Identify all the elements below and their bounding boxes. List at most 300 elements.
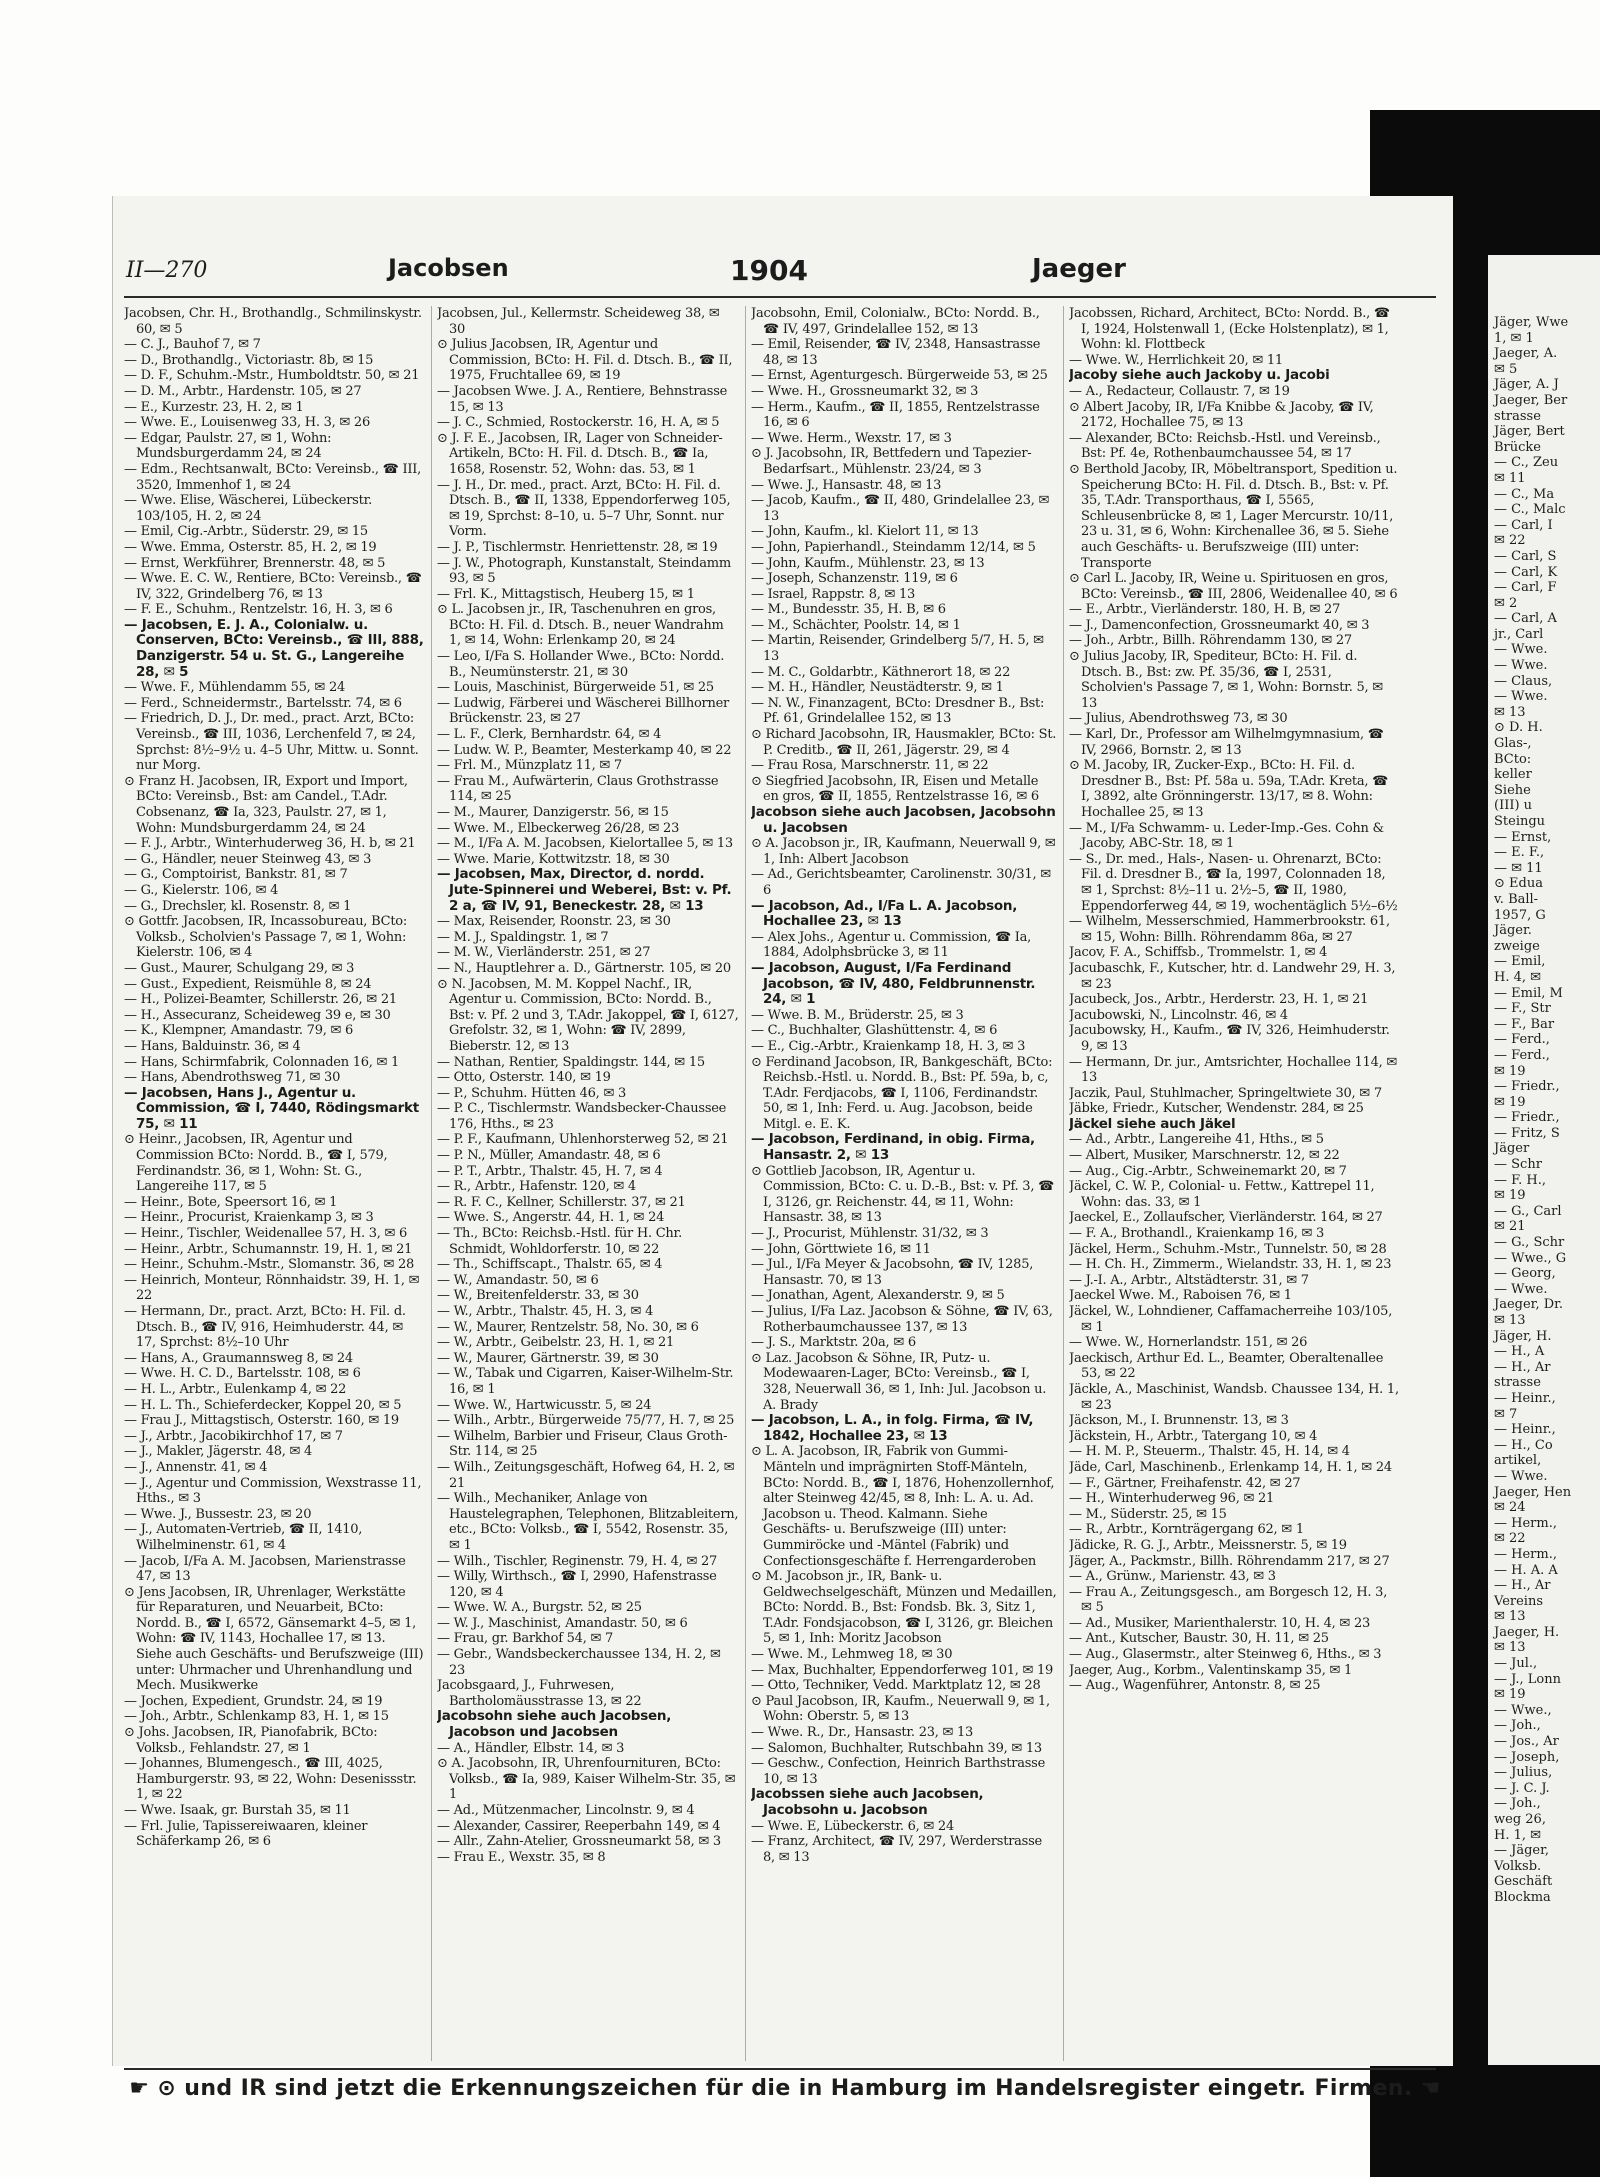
adjacent-page-line: — Friedr., [1494,1079,1560,1095]
adjacent-page-line: — ✉ 11 [1494,860,1543,876]
directory-entry: ⊙ Richard Jacobsohn, IR, Hausmakler, BCto: St. P. Creditb., ☎ II, 261, Jägerstr. 29, ✉ 4 [751,727,1057,758]
directory-entry: — Wwe. Herm., Wexstr. 17, ✉ 3 [751,430,952,446]
adjacent-page-line: — Wwe., [1494,1702,1552,1718]
directory-entry: — Jacob, Kaufm., ☎ II, 480, Grindelallee 23, ✉ 13 [751,493,1050,524]
directory-column-4 [1069,306,1399,2061]
directory-entry: — Martin, Reisender, Grindelberg 5/7, H. 5, ✉ 13 [751,633,1044,665]
adjacent-page-line: Siehe [1494,782,1531,798]
adjacent-page-line: — Carl, I [1494,517,1553,533]
directory-entry: — S., Dr. med., Hals-, Nasen- u. Ohrenarzt, BCto: Fil. d. Dresdner B., ☎ Ia, 1997, Colonnaden 18, ✉ 1, Sprchst: 8½–11 u. 2½–5, ☎ II, 1980, Eppendorferweg 44, ✉ 19, wochentäglich 5½–6½ [1069,851,1398,914]
directory-entry: — H. M. P., Steuerm., Thalstr. 45, H. 14, ✉ 4 [1069,1444,1350,1460]
directory-entry: — Frl. Julie, Tapissereiwaaren, kleiner Schäferkamp 26, ✉ 6 [124,1818,368,1850]
directory-entry: — R. F. C., Kellner, Schillerstr. 37, ✉ 21 [437,1194,686,1210]
directory-entry: — K., Klempner, Amandastr. 79, ✉ 6 [124,1023,354,1039]
directory-entry: — Franz, Architect, ☎ IV, 297, Werderstrasse 8, ✉ 13 [751,1834,1042,1865]
directory-entry: Jäde, Carl, Maschinenb., Erlenkamp 14, H. 1, ✉ 24 [1069,1459,1392,1475]
adjacent-page-line: — Emil, [1494,954,1546,970]
adjacent-page-line: jr., Carl [1494,626,1544,642]
directory-entry: — Alexander, BCto: Reichsb.-Hstl. und Vereinsb., Bst: Pf. 4e, Rothenbaumchaussee 54, ✉ 17 [1069,430,1381,462]
directory-entry: — M. W., Vierländerstr. 251, ✉ 27 [437,945,651,961]
right-running-head: Jaeger [1032,254,1126,284]
directory-entry: — Edgar, Paulstr. 27, ✉ 1, Wohn: Mundsburgerdamm 24, ✉ 24 [124,430,332,462]
adjacent-page-line: — Jos., Ar [1494,1734,1559,1750]
directory-entry: — E., Kurzestr. 23, H. 2, ✉ 1 [124,399,304,415]
adjacent-page-column [1494,315,1600,1906]
directory-entry: — Wwe. F., Mühlendamm 55, ✉ 24 [124,680,345,696]
adjacent-page-line: — Julius, [1494,1765,1553,1781]
directory-entry: — N. W., Finanzagent, BCto: Dresdner B., Bst: Pf. 61, Grindelallee 152, ✉ 13 [751,695,1045,727]
directory-entry: ⊙ Franz H. Jacobsen, IR, Export und Import, BCto: Vereinsb., Bst: am Candel., T.Adr. Cobsenanz, ☎ Ia, 323, Paulstr. 27, ✉ 1, Wohn: Mundsburgerdamm 24, ✉ 24 [124,773,408,836]
adjacent-page-line: — H. A. A [1494,1562,1558,1578]
directory-entry: — John, Kaufm., kl. Kielort 11, ✉ 13 [751,524,979,540]
adjacent-page-line: — Wwe. [1494,689,1548,705]
adjacent-page-line: — Ferd., [1494,1032,1550,1048]
directory-entry: — Frau A., Zeitungsgesch., am Borgesch 12, H. 3, ✉ 5 [1069,1584,1388,1616]
directory-entry: — Jonathan, Agent, Alexanderstr. 9, ✉ 5 [751,1288,1005,1304]
directory-entry: — M., Maurer, Danzigerstr. 56, ✉ 15 [437,805,669,820]
adjacent-page-line: ✉ 21 [1494,1219,1526,1235]
directory-entry: ⊙ Albert Jacoby, IR, I/Fa Knibbe & Jacoby, ☎ IV, 2172, Hochallee 75, ✉ 13 [1069,399,1374,431]
adjacent-page-line: ✉ 19 [1494,1188,1526,1204]
directory-entry: — Jacobsen, Max, Director, d. nordd. Jute-Spinnerei und Weberei, Bst: v. Pf. 2 a, ☎ IV, 91, Beneckestr. 28, ✉ 13 [437,866,732,914]
directory-entry: — Wilh., Mechaniker, Anlage von Haustelegraphen, Telephonen, Blitzableitern, etc., BCto: Volksb., ☎ I, 5542, Rosenstr. 35, ✉ 1 [437,1491,739,1553]
adjacent-page-line: — J., Lonn [1494,1671,1561,1687]
directory-entry: Jacobsohn siehe auch Jacobsen, Jacobson und Jacobsen [437,1708,672,1741]
directory-entry: ⊙ Paul Jacobson, IR, Kaufm., Neuerwall 9, ✉ 1, Wohn: Oberstr. 5, ✉ 13 [751,1693,1050,1725]
directory-entry: — Ferd., Schneidermstr., Bartelsstr. 74, ✉ 6 [124,695,402,711]
directory-entry: ⊙ Jens Jacobsen, IR, Uhrenlager, Werkstätte für Reparaturen, und Neuarbeit, BCto: Nordd. B., ☎ I, 6572, Gänsemarkt 4–5, ✉ 1, Wohn: ☎ IV, 1143, Hochallee 17, ✉ 13. Siehe auch Geschäfts- und Berufszweige (III) unter: Uhrmacher und Uhrenhandlung und Mech. Musikwerke [124,1584,424,1694]
directory-entry: — F. J., Arbtr., Winterhuderweg 36, H. b, ✉ 21 [124,836,416,852]
adjacent-page-line: ⊙ Edua [1494,876,1543,892]
directory-entry: — Frl. M., Münzplatz 11, ✉ 7 [437,758,622,774]
directory-entry: Jacoby siehe auch Jackoby u. Jacobi [1069,367,1330,384]
directory-entry: — Wwe. M., Lehmweg 18, ✉ 30 [751,1647,953,1663]
directory-entry: — G., Comptoirist, Bankstr. 81, ✉ 7 [124,867,348,883]
directory-entry: — Israel, Rappstr. 8, ✉ 13 [751,586,916,602]
directory-entry: — M. J., Spaldingstr. 1, ✉ 7 [437,929,609,945]
directory-entry: — Karl, Dr., Professor am Wilhelmgymnasium, ☎ IV, 2966, Bornstr. 2, ✉ 13 [1069,727,1384,758]
directory-entry: — Salomon, Buchhalter, Rutschbahn 39, ✉ 13 [751,1740,1042,1756]
directory-entry: — P. T., Arbtr., Thalstr. 45, H. 7, ✉ 4 [437,1163,663,1179]
directory-entry: — Frl. K., Mittagstisch, Heuberg 15, ✉ 1 [437,586,695,602]
directory-entry: ⊙ M. Jacoby, IR, Zucker-Exp., BCto: H. Fil. d. Dresdner B., Bst: Pf. 58a u. 59a, T.Adr. Kreta, ☎ I, 3892, alte Grönningerstr. 13/17, ✉ 8. Wohn: Hochallee 25, ✉ 13 [1069,758,1389,820]
page-number: II—270 [126,258,208,283]
directory-entry: — Wwe. E, Lübeckerstr. 6, ✉ 24 [751,1818,954,1834]
adjacent-page-line: — C., Zeu [1494,455,1559,471]
adjacent-page-line: artikel, [1494,1453,1542,1469]
directory-entry: — J., Arbtr., Jacobikirchhof 17, ✉ 7 [124,1428,343,1444]
directory-entry: — G., Drechsler, kl. Rosenstr. 8, ✉ 1 [124,898,352,914]
directory-entry: — Wwe. W., Hornerlandstr. 151, ✉ 26 [1069,1335,1308,1351]
adjacent-page-line: ✉ 19 [1494,1094,1526,1110]
adjacent-page-line: — Wwe. [1494,1468,1548,1484]
directory-entry: — Jacobson, L. A., in folg. Firma, ☎ IV, 1842, Hochallee 23, ✉ 13 [751,1412,1034,1444]
directory-entry: — Willy, Wirthsch., ☎ I, 2990, Hafenstrasse 120, ✉ 4 [437,1569,717,1600]
directory-entry: — Louis, Maschinist, Bürgerweide 51, ✉ 25 [437,680,714,696]
adjacent-page-line: — C., Ma [1494,486,1555,502]
footer-notice [120,2076,1450,2108]
directory-entry: — Wwe. W. A., Burgstr. 52, ✉ 25 [437,1600,642,1616]
directory-entry: — Wilh., Arbtr., Bürgerweide 75/77, H. 7, ✉ 25 [437,1413,735,1429]
adjacent-page-line: — Ferd., [1494,1047,1550,1063]
directory-entry: — Th., Schiffscapt., Thalstr. 65, ✉ 4 [437,1257,663,1273]
directory-entry: — J., Procurist, Mühlenstr. 31/32, ✉ 3 [751,1226,989,1242]
adjacent-page-line: strasse [1494,408,1541,424]
directory-entry: ⊙ N. Jacobsen, M. M. Koppel Nachf., IR, Agentur u. Commission, BCto: Nordd. B., Bst: v. Pf. 2 und 3, T.Adr. Jakoppel, ☎ I, 6127, Grefolstr. 32, ✉ 1, Wohn: ☎ IV, 2899, Bieberstr. 12, ✉ 13 [437,976,739,1054]
directory-entry: — F., Gärtner, Freihafenstr. 42, ✉ 27 [1069,1475,1301,1491]
directory-entry: Jaeckel Wwe. M., Raboisen 76, ✉ 1 [1069,1288,1292,1304]
directory-entry: — E., Arbtr., Vierländerstr. 180, H. B, ✉ 27 [1069,602,1341,618]
directory-entry: — Ernst, Agenturgesch. Bürgerweide 53, ✉ 25 [751,368,1048,384]
adjacent-page-line: Volksb. [1494,1858,1542,1874]
directory-entry: — H. L. Th., Schieferdecker, Koppel 20, ✉ 5 [124,1397,402,1413]
directory-entry: — Hans, A., Graumannsweg 8, ✉ 24 [124,1350,353,1366]
adjacent-page-line: — Wwe. [1494,1281,1548,1297]
directory-entry: — Aug., Glasermstr., alter Steinweg 6, Hths., ✉ 3 [1069,1647,1382,1663]
directory-entry: — Wilhelm, Messerschmied, Hammerbrookstr. 61, ✉ 15, Wohn: Billh. Röhrendamm 86a, ✉ 27 [1069,914,1390,945]
adjacent-page-line: ✉ 13 [1494,1313,1526,1328]
directory-entry: Jacubeck, Jos., Arbtr., Herderstr. 23, H. 1, ✉ 21 [1069,992,1369,1008]
directory-entry: — Wilh., Tischler, Reginenstr. 79, H. 4, ✉ 27 [437,1553,718,1569]
directory-entry: — W., Arbtr., Thalstr. 45, H. 3, ✉ 4 [437,1304,654,1319]
directory-entry: — A., Redacteur, Collaustr. 7, ✉ 19 [1069,383,1290,399]
directory-entry: — M. H., Händler, Neustädterstr. 9, ✉ 1 [751,680,1004,696]
header-rule [124,296,1436,298]
directory-entry: — Wwe. S., Angerstr. 44, H. 1, ✉ 24 [437,1210,665,1226]
directory-entry: — Allr., Zahn-Atelier, Grossneumarkt 58, ✉ 3 [437,1834,721,1850]
directory-entry: — W. J., Maschinist, Amandastr. 50, ✉ 6 [437,1615,688,1631]
directory-entry: — Heinr., Tischler, Weidenallee 57, H. 3, ✉ 6 [124,1226,408,1242]
directory-entry: — Frau J., Mittagstisch, Osterstr. 160, ✉ 19 [124,1413,399,1429]
directory-entry: — Gust., Expedient, Reismühle 8, ✉ 24 [124,976,372,992]
directory-entry: ⊙ Gottlieb Jacobson, IR, Agentur u. Commission, BCto: C. u. D.-B., Bst: v. Pf. 3, ☎ I, 3126, gr. Reichenstr. 44, ✉ 11, Wohn: Hansastr. 38, ✉ 13 [751,1163,1055,1226]
directory-entry: Jacobsgaard, J., Fuhrwesen, Bartholomäusstrasse 13, ✉ 22 [437,1678,642,1709]
adjacent-page-line: ✉ 22 [1494,533,1526,549]
directory-entry: Jädicke, R. G. J., Arbtr., Meissnerstr. 5, ✉ 19 [1069,1537,1347,1553]
directory-entry: Jacobson siehe auch Jacobsen, Jacobsohn u. Jacobsen [751,804,1056,836]
adjacent-page-line: ✉ 11 [1494,470,1526,486]
directory-entry: — Max, Buchhalter, Eppendorferweg 101, ✉ 19 [751,1662,1054,1678]
directory-entry: — Alexander, Cassirer, Reeperbahn 149, ✉ 4 [437,1818,721,1834]
directory-entry: — Jul., I/Fa Meyer & Jacobsohn, ☎ IV, 1285, Hansastr. 70, ✉ 13 [751,1257,1034,1288]
directory-entry: — W., Maurer, Gärtnerstr. 39, ✉ 30 [437,1350,659,1366]
directory-entry: — C., Buchhalter, Glashüttenstr. 4, ✉ 6 [751,1023,998,1039]
directory-entry: Jäckle, A., Maschinist, Wandsb. Chaussee 134, H. 1, ✉ 23 [1069,1381,1399,1413]
adjacent-page-line: — Carl, K [1494,564,1558,580]
directory-entry: — Frau M., Aufwärterin, Claus Grothstrasse 114, ✉ 25 [437,773,719,805]
directory-entry: ⊙ Gottfr. Jacobsen, IR, Incassobureau, BCto: Volksb., Scholvien's Passage 7, ✉ 1, Wohn: Kielerstr. 106, ✉ 4 [124,914,407,961]
column-divider [745,306,746,2061]
directory-entry: ⊙ A. Jacobson jr., IR, Kaufmann, Neuerwall 9, ✉ 1, Inh: Albert Jacobson [751,836,1056,867]
directory-entry: ⊙ L. A. Jacobson, IR, Fabrik von Gummi-Mänteln und imprägnirten Stoff-Mänteln, BCto: Nordd. B., ☎ I, 1876, Hohenzollernhof, alter Steinweg 42/45, ✉ 8, Inh: L. A. u. Ad. Jacobson u. Theod. Kalmann. Siehe Geschäfts- u. Berufszweige (III) unter: Gummiröcke und -Mäntel (Fabrik) und Confectionsgeschäfte f. Herrengarderoben [751,1444,1055,1569]
adjacent-page-line: ✉ 22 [1494,1531,1526,1547]
directory-entry: — A., Grünw., Marienstr. 43, ✉ 3 [1069,1569,1276,1585]
directory-entry: — Otto, Osterstr. 140, ✉ 19 [437,1070,611,1086]
directory-entry: — Wwe. E., Louisenweg 33, H. 3, ✉ 26 [124,415,370,431]
directory-entry: — Heinr., Schuhm.-Mstr., Slomanstr. 36, ✉ 28 [124,1257,415,1273]
directory-entry: Jacobssen siehe auch Jacobsen, Jacobsohn u. Jacobson [751,1786,984,1818]
adjacent-page-line: v. Ball- [1494,891,1539,907]
directory-entry: — Hans, Schirmfabrik, Colonnaden 16, ✉ 1 [124,1054,400,1070]
directory-entry: — J., Agentur und Commission, Wexstrasse 11, Hths., ✉ 3 [124,1475,422,1507]
adjacent-page-line: (III) u [1494,798,1533,814]
directory-entry: — H., Assecuranz, Scheideweg 39 e, ✉ 30 [124,1007,391,1023]
adjacent-page-line: strasse [1494,1375,1541,1391]
pointing-hand-left-icon: ☛ [129,2076,150,2101]
pointing-hand-right-icon: ☚ [1420,2076,1441,2101]
directory-entry: — Wwe. E. C. W., Rentiere, BCto: Vereinsb., ☎ IV, 322, Grindelberg 76, ✉ 13 [124,571,422,602]
adjacent-page-line: — Claus, [1494,673,1553,689]
adjacent-page-line: Jäger, Wwe [1494,315,1569,330]
adjacent-page-line: H. 4, ✉ [1494,969,1542,985]
directory-entry: Jacobsen, Jul., Kellermstr. Scheideweg 38, ✉ 30 [437,306,720,337]
directory-column-2 [437,306,739,2061]
directory-entry: — F. A., Brothandl., Kraienkamp 16, ✉ 3 [1069,1226,1325,1242]
directory-entry: — Hans, Abendrothsweg 71, ✉ 30 [124,1070,341,1086]
directory-entry: — John, Kaufm., Mühlenstr. 23, ✉ 13 [751,555,985,571]
directory-entry: — Aug., Wagenführer, Antonstr. 8, ✉ 25 [1069,1678,1321,1694]
adjacent-page-line: Jaeger, H. [1494,1624,1560,1640]
adjacent-page-line: — Emil, M [1494,985,1563,1001]
directory-entry: — M., Bundesstr. 35, H. B, ✉ 6 [751,602,946,618]
adjacent-page-line: — Wwe., G [1494,1250,1567,1266]
directory-entry: — Johannes, Blumengesch., ☎ III, 4025, Hamburgerstr. 93, ✉ 22, Wohn: Desenissstr. 1, ✉ 22 [124,1756,417,1803]
directory-entry: — M., I/Fa A. M. Jacobsen, Kielortallee 5, ✉ 13 [437,836,733,852]
directory-entry: — P. N., Müller, Amandastr. 48, ✉ 6 [437,1148,661,1164]
directory-entry: Jacobsen, Chr. H., Brothandlg., Schmilinskystr. 60, ✉ 5 [124,306,422,337]
directory-entry: Jacubaschk, F., Kutscher, htr. d. Landwehr 29, H. 3, ✉ 23 [1069,960,1396,992]
directory-entry: — L. F., Clerk, Bernhardstr. 64, ✉ 4 [437,727,662,743]
directory-entry: — Jochen, Expedient, Grundstr. 24, ✉ 19 [124,1693,383,1709]
directory-entry: — P. F., Kaufmann, Uhlenhorsterweg 52, ✉ 21 [437,1132,729,1148]
directory-entry: Jaeger, Aug., Korbm., Valentinskamp 35, ✉ 1 [1069,1662,1353,1678]
directory-entry: — Edm., Rechtsanwalt, BCto: Vereinsb., ☎ III, 3520, Immenhof 1, ✉ 24 [124,461,421,493]
adjacent-page-line: — Herm., [1494,1546,1557,1562]
adjacent-page-line: ✉ 24 [1494,1500,1526,1516]
column-divider [431,306,432,2061]
directory-entry: Jäckel, W., Lohndiener, Caffamacherreihe 103/105, ✉ 1 [1069,1304,1393,1335]
adjacent-page-line: — Friedr., [1494,1110,1560,1126]
directory-entry: — Wwe. H., Grossneumarkt 32, ✉ 3 [751,383,979,399]
directory-entry: — Wwe. J., Hansastr. 48, ✉ 13 [751,477,942,493]
adjacent-page-line: keller [1494,767,1532,783]
directory-entry: — J., Makler, Jägerstr. 48, ✉ 4 [124,1444,313,1460]
directory-entry: — Wilhelm, Barbier und Friseur, Claus Groth-Str. 114, ✉ 25 [437,1428,728,1460]
adjacent-page-line: — Carl, S [1494,548,1557,564]
directory-entry: — W., Breitenfelderstr. 33, ✉ 30 [437,1288,639,1304]
adjacent-page-line: — H., Ar [1494,1578,1551,1594]
directory-entry: ⊙ Julius Jacoby, IR, Spediteur, BCto: H. Fil. d. Dtsch. B., Bst: zw. Pf. 35/36, ☎ I, 2531, Scholvien's Passage 7, ✉ 1, Wohn: Bornstr. 5, ✉ 13 [1069,649,1383,711]
directory-entry: — Wwe. M., Elbeckerweg 26/28, ✉ 23 [437,820,680,836]
directory-entry: Jacobsohn, Emil, Colonialw., BCto: Nordd. B., ☎ IV, 497, Grindelallee 152, ✉ 13 [751,306,1040,337]
directory-entry: — Wwe. Isaak, gr. Burstah 35, ✉ 11 [124,1803,351,1818]
directory-entry: — Ad., Arbtr., Langereihe 41, Hths., ✉ 5 [1069,1132,1324,1148]
directory-entry: — W., Arbtr., Geibelstr. 23, H. 1, ✉ 21 [437,1335,675,1351]
directory-entry: — Ludwig, Färberei und Wäscherei Billhorner Brückenstr. 23, ✉ 27 [437,695,730,727]
adjacent-page-line: BCto: [1494,751,1532,767]
adjacent-page-line: Jäger, Bert [1494,424,1565,440]
directory-entry: — Gust., Maurer, Schulgang 29, ✉ 3 [124,960,355,976]
adjacent-page-line: — Georg, [1494,1266,1556,1282]
directory-entry: — Ad., Mützenmacher, Lincolnstr. 9, ✉ 4 [437,1803,695,1818]
directory-entry: — R., Arbtr., Hafenstr. 120, ✉ 4 [437,1179,636,1195]
directory-entry: ⊙ Julius Jacobsen, IR, Agentur und Commission, BCto: H. Fil. d. Dtsch. B., ☎ II, 1975, Fruchtallee 69, ✉ 19 [437,337,733,384]
directory-entry: — C. J., Bauhof 7, ✉ 7 [124,337,261,353]
adjacent-page-line: — F., Bar [1494,1016,1555,1032]
directory-entry: — Gebr., Wandsbeckerchaussee 134, H. 2, ✉ 23 [437,1647,721,1678]
directory-entry: ⊙ Laz. Jacobson & Söhne, IR, Putz- u. Modewaaren-Lager, BCto: Vereinsb., ☎ I, 328, Neuerwall 36, ✉ 1, Inh: Jul. Jacobson u. A. Brady [751,1350,1047,1413]
directory-entry: — Ludw. W. P., Beamter, Mesterkamp 40, ✉ 22 [437,742,732,758]
adjacent-page-line: ✉ 2 [1494,595,1518,611]
directory-entry: — Alex Johs., Agentur u. Commission, ☎ Ia, 1884, Adolphsbrücke 3, ✉ 11 [751,929,1032,961]
directory-entry: — Heinr., Procurist, Kraienkamp 3, ✉ 3 [124,1210,374,1226]
directory-entry: — D., Brothandlg., Victoriastr. 8b, ✉ 15 [124,352,374,368]
directory-entry: — Heinr., Bote, Speersort 16, ✉ 1 [124,1194,338,1210]
directory-entry: — Joh., Arbtr., Schlenkamp 83, H. 1, ✉ 15 [124,1709,389,1725]
adjacent-page-line: Jaeger, Hen [1494,1484,1572,1500]
adjacent-page-line: — G., Schr [1494,1235,1565,1251]
directory-entry: — Julius, I/Fa Laz. Jacobson & Söhne, ☎ IV, 63, Rotherbaumchaussee 137, ✉ 13 [751,1304,1053,1335]
adjacent-page-line: — Carl, A [1494,611,1557,627]
directory-entry: — Th., BCto: Reichsb.-Hstl. für H. Chr. Schmidt, Wohldorferstr. 10, ✉ 22 [437,1226,682,1257]
adjacent-page-line: — Wwe. [1494,642,1548,658]
adjacent-page-line: Geschäft [1494,1874,1553,1890]
adjacent-page-line: Jaeger, Ber [1494,392,1568,408]
directory-entry: — D. F., Schuhm.-Mstr., Humboldtstr. 50, ✉ 21 [124,368,420,384]
directory-entry: — Leo, I/Fa S. Hollander Wwe., BCto: Nordd. B., Neumünsterstr. 21, ✉ 30 [437,649,725,680]
directory-entry: Jacubowski, N., Lincolnstr. 46, ✉ 4 [1069,1007,1288,1023]
left-running-head: Jacobsen [388,254,509,282]
adjacent-page-line: ✉ 7 [1494,1406,1518,1422]
directory-entry: — Ad., Gerichtsbeamter, Carolinenstr. 30/31, ✉ 6 [751,867,1051,898]
adjacent-page-line: Jaeger, Dr. [1494,1297,1564,1313]
adjacent-page-line: Jäger, A. J [1494,377,1559,393]
directory-entry: — Aug., Cig.-Arbtr., Schweinemarkt 20, ✉ 7 [1069,1163,1347,1179]
directory-entry: Jäckson, M., I. Brunnenstr. 13, ✉ 3 [1069,1413,1289,1429]
directory-entry: — H. Ch. H., Zimmerm., Wielandstr. 33, H. 1, ✉ 23 [1069,1257,1392,1273]
page-header [126,254,1436,298]
directory-entry: — W., Tabak und Cigarren, Kaiser-Wilhelm-Str. 16, ✉ 1 [437,1366,734,1397]
adjacent-page-line: — Joh., [1494,1796,1541,1812]
directory-entry: — Ad., Musiker, Marienthalerstr. 10, H. 4, ✉ 23 [1069,1615,1370,1631]
directory-entry: Jaeckel, E., Zollaufscher, Vierländerstr. 164, ✉ 27 [1069,1210,1383,1226]
adjacent-page-line: Jäger [1494,1141,1530,1157]
directory-entry: — Friedrich, D. J., Dr. med., pract. Arzt, BCto: Vereinsb., ☎ III, 1036, Lerchenfeld 7, ✉ 24, Sprchst: 8½–9½ u. 4–5 Uhr, Mittw. u. Sonnt. nur Morg. [124,711,419,774]
directory-entry: — J., Automaten-Vertrieb, ☎ II, 1410, Wilhelminenstr. 61, ✉ 4 [124,1522,363,1553]
adjacent-page-line: — Heinr., [1494,1422,1556,1438]
directory-entry: — Nathan, Rentier, Spaldingstr. 144, ✉ 15 [437,1054,705,1070]
directory-entry: — Frau E., Wexstr. 35, ✉ 8 [437,1849,606,1865]
directory-entry: — R., Arbtr., Kornträgergang 62, ✉ 1 [1069,1522,1304,1538]
directory-entry: — Ant., Kutscher, Baustr. 30, H. 11, ✉ 25 [1069,1631,1329,1647]
adjacent-page-line: Steingu [1494,814,1546,829]
directory-entry: — Heinr., Arbtr., Schumannstr. 19, H. 1, ✉ 21 [124,1241,413,1257]
directory-entry: — Ernst, Werkführer, Brennerstr. 48, ✉ 5 [124,555,386,571]
directory-entry: — P., Schuhm. Hütten 46, ✉ 3 [437,1085,626,1101]
directory-entry: ⊙ M. Jacobson jr., IR, Bank- u. Geldwechselgeschäft, Münzen und Medaillen, BCto: Nordd. B., Bst: Fondsb. Bk. 3, Sitz 1, T.Adr. Fondsjacobson, ☎ I, 3126, gr. Bleichen 5, ✉ 1, Inh: Moritz Jacobson [751,1569,1057,1647]
directory-entry: — Jacobsen Wwe. J. A., Rentiere, Behnstrasse 15, ✉ 13 [437,383,728,415]
directory-entry: — P. C., Tischlermstr. Wandsbecker-Chaussee 176, Hths., ✉ 23 [437,1101,727,1132]
directory-entry: — Wwe. Elise, Wäscherei, Lübeckerstr. 103/105, H. 2, ✉ 24 [124,493,372,524]
adjacent-page-line: Jäger. [1494,923,1532,939]
directory-entry: — Albert, Musiker, Marschnerstr. 12, ✉ 22 [1069,1148,1340,1164]
directory-entry: — Wwe. H. C. D., Bartelsstr. 108, ✉ 6 [124,1366,361,1382]
directory-entry: — John, Papierhandl., Steindamm 12/14, ✉ 5 [751,539,1036,555]
adjacent-page-line: — Schr [1494,1157,1542,1173]
directory-entry: — W., Maurer, Rentzelstr. 58, No. 30, ✉ 6 [437,1319,699,1335]
directory-entry: — John, Görttwiete 16, ✉ 11 [751,1241,931,1257]
footer-rule [124,2068,1436,2070]
adjacent-page-line: — H., A [1494,1344,1545,1360]
directory-entry: — Wwe. W., Herrlichkeit 20, ✉ 11 [1069,352,1283,368]
directory-entry: — Wwe. J., Bussestr. 23, ✉ 20 [124,1506,312,1522]
directory-entry: — Jacobsen, Hans J., Agentur u. Commission, ☎ I, 7440, Rödingsmarkt 75, ✉ 11 [124,1084,419,1132]
directory-entry: — M., Schächter, Poolstr. 14, ✉ 1 [751,617,961,633]
directory-entry: — Geschw., Confection, Heinrich Barthstrasse 10, ✉ 13 [751,1756,1046,1787]
adjacent-page-line: — J. C. J. [1494,1780,1550,1796]
directory-entry: — Jacobson, Ferdinand, in obig. Firma, Hansastr. 2, ✉ 13 [751,1131,1035,1164]
year-heading: 1904 [730,254,808,287]
adjacent-page-line: — E. F., [1494,845,1545,861]
adjacent-page-line: Blockma [1494,1889,1551,1905]
directory-entry: ⊙ A. Jacobsohn, IR, Uhrenfournituren, BCto: Volksb., ☎ Ia, 989, Kaiser Wilhelm-Str. 35, ✉ 1 [437,1756,736,1803]
adjacent-page-line: — Carl, F [1494,580,1557,596]
directory-entry: — E., Cig.-Arbtr., Kraienkamp 18, H. 3, ✉ 3 [751,1038,1026,1054]
adjacent-page-line: ✉ 13 [1494,704,1526,720]
adjacent-page-line: H. 1, ✉ [1494,1827,1542,1843]
directory-entry: — Wwe. Marie, Kottwitzstr. 18, ✉ 30 [437,851,670,867]
directory-entry: ⊙ Berthold Jacoby, IR, Möbeltransport, Spedition u. Speicherung BCto: H. Fil. d. Dtsch. B., Bst: v. Pf. 35, T.Adr. Transporthaus, ☎ I, 5565, Schleusenbrücke 8, ✉ 1, Lager Mercurstr. 10/11, 23 u. 31, ✉ 6, Wohn: Kirchenallee 36, ✉ 5. Siehe auch Geschäfts- u. Berufszweige (III) unter: Transporte [1069,461,1398,571]
directory-entry: — J.-I. A., Arbtr., Altstädterstr. 31, ✉ 7 [1069,1272,1309,1288]
adjacent-page-line: — Fritz, S [1494,1125,1560,1141]
directory-column-3 [751,306,1057,2061]
adjacent-page-line: 1, ✉ 1 [1494,330,1534,346]
directory-entry: — J. S., Marktstr. 20a, ✉ 6 [751,1335,916,1351]
directory-entry: — Wilh., Zeitungsgeschäft, Hofweg 64, H. 2, ✉ 21 [437,1459,735,1491]
directory-entry: — J. C., Schmied, Rostockerstr. 16, H. A, ✉ 5 [437,415,720,431]
adjacent-page-line: Brücke [1494,439,1541,455]
adjacent-page-line: Glas-, [1494,736,1532,752]
directory-entry: Jäckel, C. W. P., Colonial- u. Fettw., Kattrepel 11, Wohn: das. 33, ✉ 1 [1069,1179,1375,1210]
directory-entry: — Julius, Abendrothsweg 73, ✉ 30 [1069,711,1288,727]
adjacent-page-fragment [1488,255,1600,2065]
directory-entry: ⊙ Siegfried Jacobsohn, IR, Eisen und Metalle en gros, ☎ II, 1855, Rentzelstrasse 16, ✉ 6 [751,773,1039,805]
adjacent-page-line: — Ernst, [1494,829,1552,845]
directory-entry: — H., Polizei-Beamter, Schillerstr. 26, ✉ 21 [124,992,397,1008]
directory-entry: — Frau, gr. Barkhof 54, ✉ 7 [437,1631,614,1647]
directory-entry: — J., Damenconfection, Grossneumarkt 40, ✉ 3 [1069,617,1370,633]
adjacent-page-line: — G., Carl [1494,1203,1562,1219]
directory-entry: — Jacob, I/Fa A. M. Jacobsen, Marienstrasse 47, ✉ 13 [124,1553,406,1585]
directory-entry: — J., Annenstr. 41, ✉ 4 [124,1459,268,1475]
footer-text: ⊙ und IR sind jetzt die Erkennungszeichen für die in Hamburg im Handelsregister eingetr. Firmen. [157,2076,1413,2101]
adjacent-page-line: — Jäger, [1494,1843,1550,1859]
directory-entry: — Heinrich, Monteur, Rönnhaidstr. 39, H. 1, ✉ 22 [124,1272,420,1304]
directory-entry: — G., Kielerstr. 106, ✉ 4 [124,882,279,898]
directory-entry: — Herm., Kaufm., ☎ II, 1855, Rentzelstrasse 16, ✉ 6 [751,399,1040,431]
adjacent-page-line: ✉ 19 [1494,1063,1526,1079]
directory-entry: — Hans, Balduinstr. 36, ✉ 4 [124,1038,301,1054]
adjacent-page-line: — F., Str [1494,1001,1551,1017]
directory-entry: — Wwe. Emma, Osterstr. 85, H. 2, ✉ 19 [124,539,377,555]
adjacent-page-line: zweige [1494,938,1540,954]
directory-entry: Jacubowsky, H., Kaufm., ☎ IV, 326, Heimhuderstr. 9, ✉ 13 [1069,1023,1390,1054]
directory-entry: — Joseph, Schanzenstr. 119, ✉ 6 [751,571,958,587]
adjacent-page-line: ✉ 13 [1494,1609,1526,1625]
directory-entry: — Frau Rosa, Marschnerstr. 11, ✉ 22 [751,758,989,774]
directory-entry: Jaczik, Paul, Stuhlmacher, Springeltwiete 30, ✉ 7 [1069,1085,1382,1101]
directory-entry: — Jacobson, Ad., I/Fa L. A. Jacobson, Hochallee 23, ✉ 13 [751,897,1018,930]
